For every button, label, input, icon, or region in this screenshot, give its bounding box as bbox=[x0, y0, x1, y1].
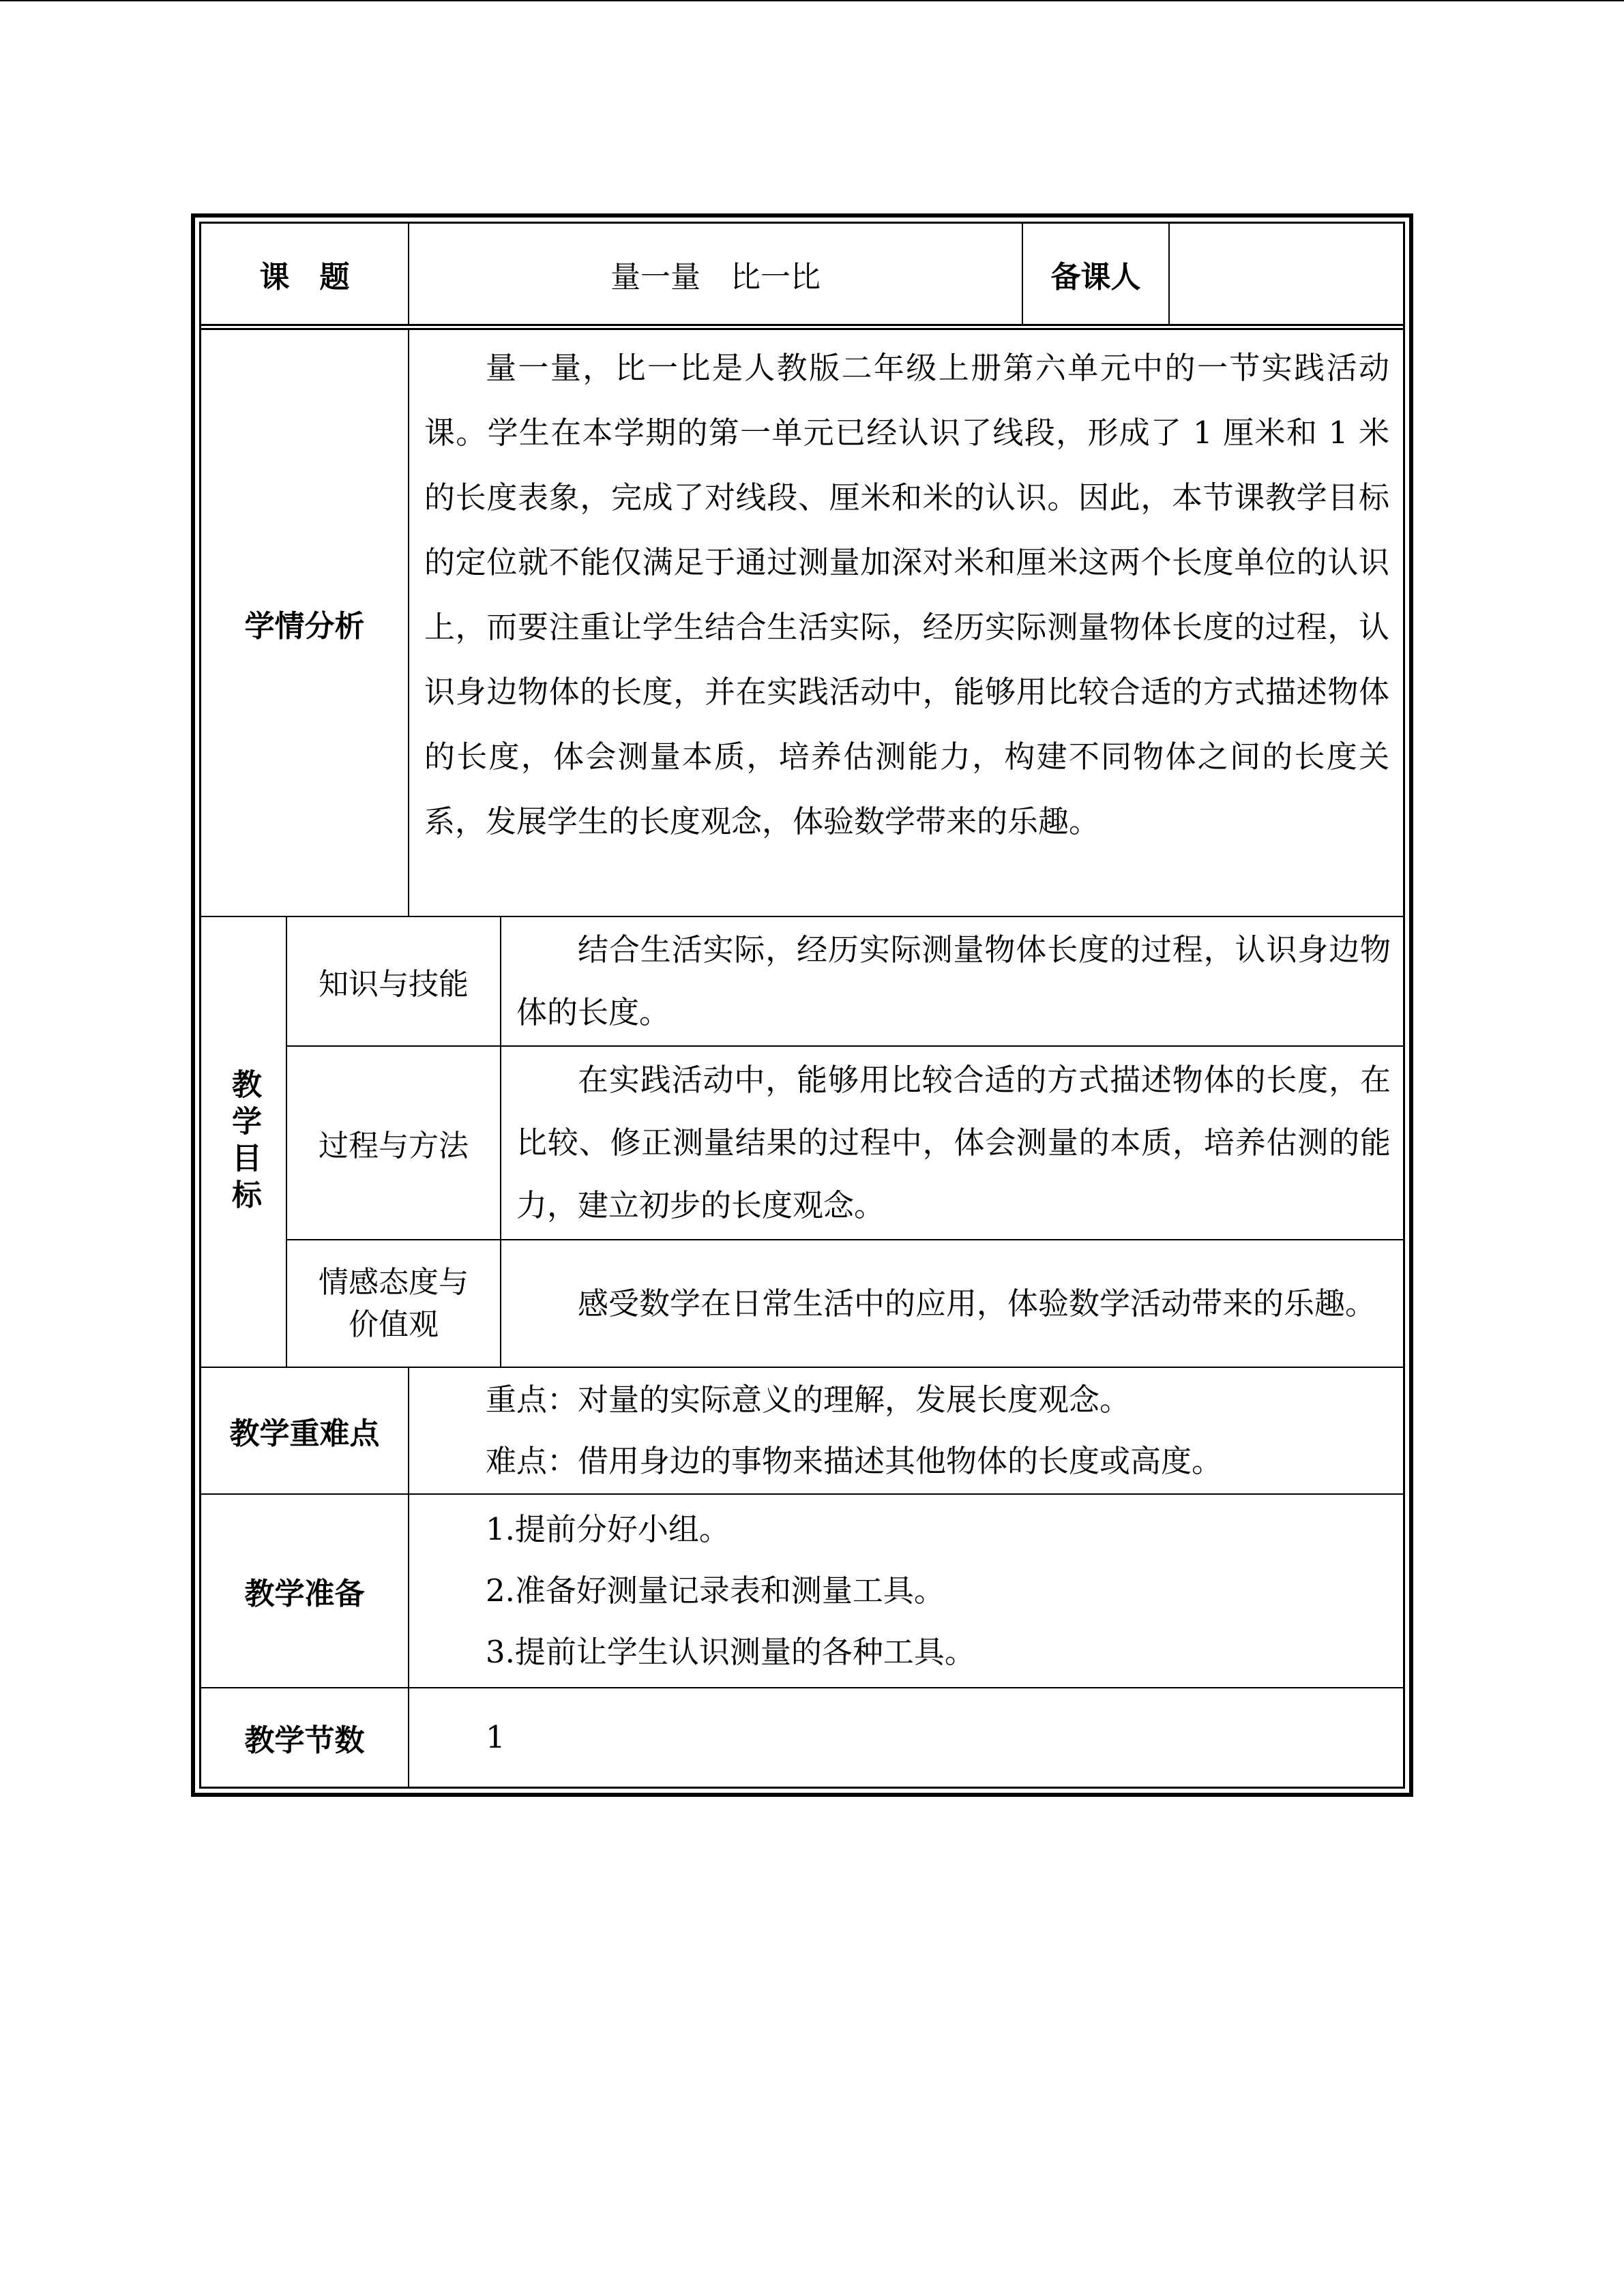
page-top-rule bbox=[0, 0, 1624, 1]
periods-row bbox=[201, 1687, 1403, 1787]
topic-label: 课 题 bbox=[259, 259, 350, 295]
objective-name: 过程与方法 bbox=[319, 1129, 469, 1163]
objective-text: 结合生活实际，经历实际测量物体长度的过程，认识身边物体的长度。 bbox=[516, 931, 1391, 1030]
key-points-label: 教学重难点 bbox=[229, 1416, 380, 1451]
objective-name: 情感态度与价值观 bbox=[319, 1264, 469, 1342]
lesson-plan-table bbox=[191, 213, 1413, 1797]
objective-text: 在实践活动中，能够用比较合适的方式描述物体的长度，在比较、修正测量结果的过程中，体会测量的本质，培养估测的能力，建立初步的长度观念。 bbox=[516, 1062, 1391, 1223]
preparation-line: 1.提前分好小组。 bbox=[486, 1511, 730, 1547]
key-points-row bbox=[201, 1367, 1403, 1493]
analysis-row bbox=[201, 324, 1403, 916]
preparer-value bbox=[1168, 224, 1403, 324]
objective-item bbox=[287, 1045, 1403, 1239]
objectives-label: 教学目标 bbox=[226, 1068, 261, 1216]
lesson-plan-frame bbox=[199, 222, 1405, 1789]
periods-value: 1 bbox=[408, 1688, 1403, 1787]
preparation-row bbox=[201, 1493, 1403, 1687]
topic-value: 量一量 比一比 bbox=[408, 224, 1022, 324]
preparer-label: 备课人 bbox=[1022, 224, 1168, 324]
periods-label: 教学节数 bbox=[244, 1723, 365, 1758]
analysis-text: 量一量，比一比是人教版二年级上册第六单元中的一节实践活动课。学生在本学期的第一单元已经认识了线段，形成了 1 厘米和 1 米的长度表象，完成了对线段、厘米和米的认识。因此，本节课教学目标的定位就不能仅满足于通过测量加深对米和厘米这两个长度单位的认识上，而要注重让学生结合生活实际，经历实际测量物体长度的过程，认识身边物体的长度，并在实践活动中，能够用比较合适的方式描述物体的长度，体会测量本质，培养估测能力，构建不同物体之间的长度关系，发展学生的长度观念，体验数学带来的乐趣。 bbox=[408, 330, 1403, 916]
key-points-list bbox=[408, 1368, 1403, 1493]
header-row bbox=[201, 224, 1403, 324]
objective-item bbox=[287, 917, 1403, 1045]
objective-item bbox=[287, 1239, 1403, 1367]
analysis-label: 学情分析 bbox=[244, 608, 365, 644]
preparation-label: 教学准备 bbox=[244, 1577, 365, 1611]
objective-name: 知识与技能 bbox=[319, 967, 469, 1002]
key-point-line: 难点：借用身边的事物来描述其他物体的长度或高度。 bbox=[486, 1443, 1223, 1479]
preparation-line: 3.提前让学生认识测量的各种工具。 bbox=[486, 1634, 975, 1670]
preparation-list bbox=[408, 1495, 1403, 1687]
objectives-list bbox=[286, 917, 1403, 1367]
objective-text: 感受数学在日常生活中的应用，体验数学活动带来的乐趣。 bbox=[578, 1285, 1376, 1322]
key-point-line: 重点：对量的实际意义的理解，发展长度观念。 bbox=[486, 1382, 1131, 1418]
preparation-line: 2.准备好测量记录表和测量工具。 bbox=[486, 1572, 945, 1609]
objectives-label-cell bbox=[201, 917, 286, 1367]
objectives-row bbox=[201, 916, 1403, 1367]
